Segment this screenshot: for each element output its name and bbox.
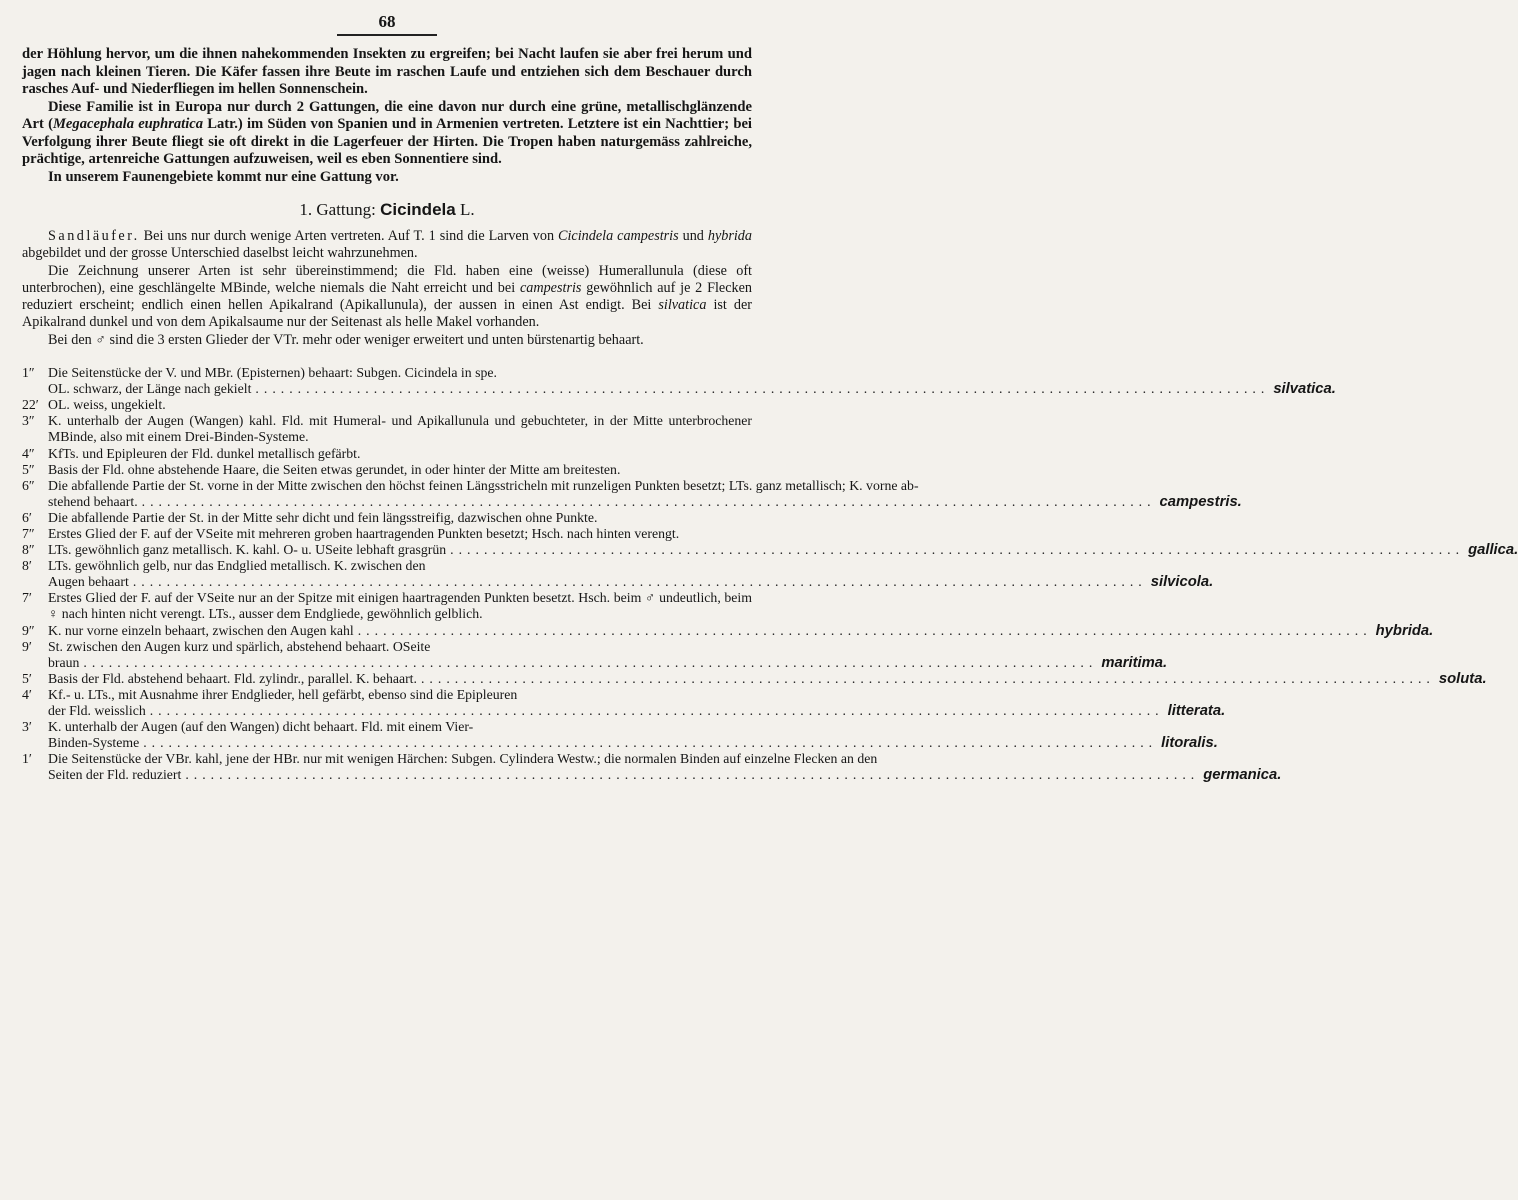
key-entry-text <box>48 639 1167 671</box>
species-name: maritima. <box>1101 654 1168 671</box>
key-entry-text <box>48 365 1336 397</box>
intro-paragraph-2-part-b: Latr.) im Süden von Spanien und in Armenien vertreten. Letztere ist ein Nachttier; bei Verfolgung ihrer Beute fliegt sie oft direkt in die Lagerfeuer der Hirten. Die Tropen haben naturgemäss zahlreiche, prächtige, artenreiche Gattungen aufzuweisen, weil es eben Sonnentiere sind. <box>22 116 752 167</box>
key-entry-result-text: K. nur vorne einzeln behaart, zwischen den Augen kahl <box>48 622 354 638</box>
key-entry-description: Erstes Glied der F. auf der VSeite mit mehreren groben haartragenden Punkten besetzt; Hsch. nach hinten verengt. <box>48 526 680 542</box>
key-entry-number: 7′ <box>22 590 32 606</box>
key-entry-result-line <box>48 671 1487 687</box>
key-entry <box>22 638 1168 671</box>
key-entry-number: 1″ <box>22 365 35 381</box>
key-entry-text <box>48 671 1487 687</box>
key-entry-description: Die abfallende Partie der St. vorne in der Mitte zwischen den höchst feinen Längsstricheln mit runzeligen Punkten besetzt; LTs. ganz metallisch; K. vorne ab- <box>48 477 919 493</box>
species-megacephala: Megacephala euphratica <box>52 116 204 132</box>
species-hybrida-ref: hybrida <box>707 228 752 244</box>
key-entry-text <box>48 478 1242 510</box>
intro-paragraph-3: In unserem Faunengebiete kommt nur eine Gattung vor. <box>48 168 399 185</box>
key-entry-text <box>48 719 1218 751</box>
description-paragraph-1-part-a: Bei uns nur durch wenige Arten vertreten. Auf T. 1 sind die Larven von <box>139 228 559 244</box>
key-entry <box>22 446 752 462</box>
key-entry <box>22 719 1218 752</box>
species-name: hybrida. <box>1375 622 1434 639</box>
key-entry-description: OL. weiss, ungekielt. <box>48 397 166 413</box>
heading-prefix: 1. Gattung: <box>299 200 381 219</box>
page <box>22 12 1518 784</box>
key-entry-number: 8″ <box>22 542 35 558</box>
key-entry-number: 22′ <box>22 397 39 413</box>
key-entry-result-line <box>48 574 1213 590</box>
species-campestris-ref-2: campestris <box>519 279 582 296</box>
key-entry-description: Die Seitenstücke der VBr. kahl, jene der HBr. nur mit wenigen Härchen: Subgen. Cylindera Westw.; die normalen Binden auf einzelne Flecken an den <box>48 751 878 767</box>
identification-key <box>22 365 1518 784</box>
intro-paragraph-2-part-a: Diese Familie ist in Europa nur durch 2 Gattungen, die eine davon nur durch eine grüne, metallischglänzende Art ( <box>22 98 752 132</box>
description-paragraph-2-part-a: Die Zeichnung unserer Arten ist sehr übereinstimmend; die Fld. haben eine (weisse) Humerallunula (diese oft unterbrochen), eine geschlängelte MBinde, welche niemals die Naht erreicht und bei <box>22 262 752 296</box>
key-entry <box>22 397 752 413</box>
key-entry-text <box>48 462 752 478</box>
key-entry-result-line <box>48 623 1433 639</box>
page-number-rule <box>337 34 437 36</box>
key-entry-description: Die Seitenstücke der V. und MBr. (Episternen) behaart: Subgen. Cicindela in spe. <box>48 365 497 381</box>
key-entry-text <box>48 397 752 413</box>
dot-leader: ........................................................................................................................ <box>185 767 1200 783</box>
key-entry-number: 9′ <box>22 638 32 654</box>
key-entry <box>22 590 752 622</box>
heading-genus: Cicindela <box>380 200 456 219</box>
dot-leader: ........................................................................................................................ <box>143 735 1158 751</box>
key-entry-result-line <box>48 494 1242 510</box>
dot-leader: ........................................................................................................................ <box>450 542 1465 558</box>
key-entry-text <box>48 751 1281 783</box>
key-entry-description: Die abfallende Partie der St. in der Mitte sehr dicht und fein längsstreifig, dazwischen ohne Punkte. <box>48 509 598 525</box>
key-entry <box>22 413 752 445</box>
key-entry-number: 5″ <box>22 461 35 477</box>
dot-leader: ........................................................................................................................ <box>83 654 1098 670</box>
dot-leader: ........................................................................................................................ <box>255 381 1270 397</box>
key-entry-result-text: der Fld. weisslich <box>48 703 146 719</box>
key-entry-text <box>48 558 1213 590</box>
key-entry <box>22 477 1242 510</box>
key-entry-description: Basis der Fld. ohne abstehende Haare, die Seiten etwas gerundet, in oder hinter der Mitte am breitesten. <box>48 461 621 477</box>
key-entry <box>22 462 752 478</box>
species-name: soluta. <box>1438 670 1487 687</box>
dot-leader: ........................................................................................................................ <box>132 574 1147 590</box>
key-entry-text <box>48 623 1433 639</box>
genus-description <box>22 228 752 349</box>
description-paragraph-3: Bei den ♂ sind die 3 ersten Glieder der VTr. mehr oder weniger erweitert und unten bürstenartig behaart. <box>48 331 644 348</box>
key-entry-result-text: Seiten der Fld. reduziert <box>48 767 182 783</box>
key-entry <box>22 558 1214 591</box>
description-paragraph-1 <box>22 228 752 263</box>
key-entry-text <box>48 413 752 445</box>
species-name: silvicola. <box>1150 574 1214 591</box>
species-name: litterata. <box>1167 703 1226 720</box>
key-entry-result-text: Binden-Systeme <box>48 735 140 751</box>
key-entry-result-text: Basis der Fld. abstehend behaart. Fld. zylindr., parallel. K. behaart. <box>48 670 417 686</box>
description-paragraph-1-part-b: und <box>678 228 708 244</box>
key-entry-text <box>48 446 752 462</box>
key-entry-result-line <box>48 703 1225 719</box>
key-entry-number: 1′ <box>22 751 32 767</box>
key-entry-number: 9″ <box>22 622 35 638</box>
key-entry-number: 5′ <box>22 670 32 686</box>
key-entry <box>22 751 1282 784</box>
key-entry-result-text: braun <box>48 654 80 670</box>
key-entry <box>22 622 1434 639</box>
intro-paragraph-2 <box>22 99 752 169</box>
species-campestris-ref: Cicindela campestris <box>558 228 679 244</box>
page-number: 68 <box>378 12 396 31</box>
species-silvatica-ref: silvatica <box>658 297 707 314</box>
key-entry <box>22 670 1487 687</box>
key-entry-number: 6′ <box>22 509 32 525</box>
dot-leader: ........................................................................................................................ <box>357 622 1372 638</box>
intro-paragraph-1: der Höhlung hervor, um die ihnen nahekommenden Insekten zu ergreifen; bei Nacht laufen sie aber frei herum und jagen nach kleinen Tieren. Die Käfer fassen ihre Beute im raschen Laufe und entziehen sich dem Beschauer durch rasches Auf- und Niederfliegen im hellen Sonnenschein. <box>22 46 752 97</box>
dot-leader: ........................................................................................................................ <box>141 493 1156 509</box>
key-entry-number: 4′ <box>22 686 32 702</box>
key-entry-result-text: stehend behaart. <box>48 493 138 509</box>
key-entry-result-text: OL. schwarz, der Länge nach gekielt <box>48 381 252 397</box>
key-entry-result-line <box>48 767 1281 783</box>
key-entry-text <box>48 542 1518 558</box>
key-entry <box>22 510 752 526</box>
species-name: silvatica. <box>1273 381 1336 398</box>
key-entry-number: 3′ <box>22 719 32 735</box>
key-entry-description: LTs. gewöhnlich gelb, nur das Endglied metallisch. K. zwischen den <box>48 558 426 574</box>
key-entry-description: K. unterhalb der Augen (Wangen) kahl. Fld. mit Humeral- und Apikallunula und gebuchteter, in der Mitte unterbrochener MBinde, also mit einem Drei-Binden-Systeme. <box>48 413 752 445</box>
species-name: campestris. <box>1159 493 1242 510</box>
key-entry-number: 7″ <box>22 526 35 542</box>
dot-leader: ........................................................................................................................ <box>420 670 1435 686</box>
key-entry-description: K. unterhalb der Augen (auf den Wangen) dicht behaart. Fld. mit einem Vier- <box>48 719 474 735</box>
dot-leader: ........................................................................................................................ <box>149 703 1164 719</box>
key-entry-number: 8′ <box>22 558 32 574</box>
species-name: gallica. <box>1468 542 1518 559</box>
key-entry-text <box>48 590 752 622</box>
key-entry-number: 3″ <box>22 413 35 429</box>
key-entry-description: Erstes Glied der F. auf der VSeite nur an der Spitze mit einigen haartragenden Punkten besetzt. Hsch. beim ♂ undeutlich, beim ♀ nach hinten nicht verengt. LTs., ausser dem Endgliede, gewöhnlich gelblich. <box>48 590 752 622</box>
key-entry-result-text: Augen behaart <box>48 574 129 590</box>
key-entry <box>22 365 1336 398</box>
key-entry-result-text: LTs. gewöhnlich ganz metallisch. K. kahl. O- u. USeite lebhaft grasgrün <box>48 542 447 558</box>
key-entry-result-line <box>48 381 1336 397</box>
key-entry-description: KfTs. und Epipleuren der Fld. dunkel metallisch gefärbt. <box>48 445 361 461</box>
genus-heading <box>22 200 752 220</box>
description-paragraph-1-part-c: abgebildet und der grosse Unterschied daselbst leicht wahrzunehmen. <box>22 245 418 262</box>
species-name: litoralis. <box>1161 735 1218 752</box>
intro-section <box>22 46 752 186</box>
key-entry <box>22 686 1226 720</box>
key-entry-description: St. zwischen den Augen kurz und spärlich, abstehend behaart. OSeite <box>48 638 431 654</box>
species-name: germanica. <box>1203 767 1282 784</box>
key-entry-result-line <box>48 655 1167 671</box>
key-entry <box>22 526 752 542</box>
description-paragraph-2-part-c: ist der Apikalrand dunkel und von dem Apikalsaume nur der Seitenast als helle Makel vorhanden. <box>22 297 752 331</box>
key-entry-result-line <box>48 542 1518 558</box>
key-entry-number: 4″ <box>22 445 35 461</box>
description-paragraph-2-part-b: gewöhnlich auf je 2 Flecken reduziert erscheint; endlich einen hellen Apikalrand (Apikallunula), der aussen in einen Ast endigt. Bei <box>22 279 752 314</box>
heading-author: L. <box>455 200 475 219</box>
key-entry-result-line <box>48 735 1218 751</box>
key-entry-text <box>48 687 1225 719</box>
key-entry-description: Kf.- u. LTs., mit Ausnahme ihrer Endglieder, hell gefärbt, ebenso sind die Epipleuren <box>48 686 518 702</box>
common-name: Sandläufer. <box>48 228 140 244</box>
key-entry-text <box>48 510 752 526</box>
description-paragraph-2 <box>22 263 752 332</box>
key-entry-text <box>48 526 752 542</box>
key-entry <box>22 542 1518 559</box>
key-entry-number: 6″ <box>22 477 35 493</box>
